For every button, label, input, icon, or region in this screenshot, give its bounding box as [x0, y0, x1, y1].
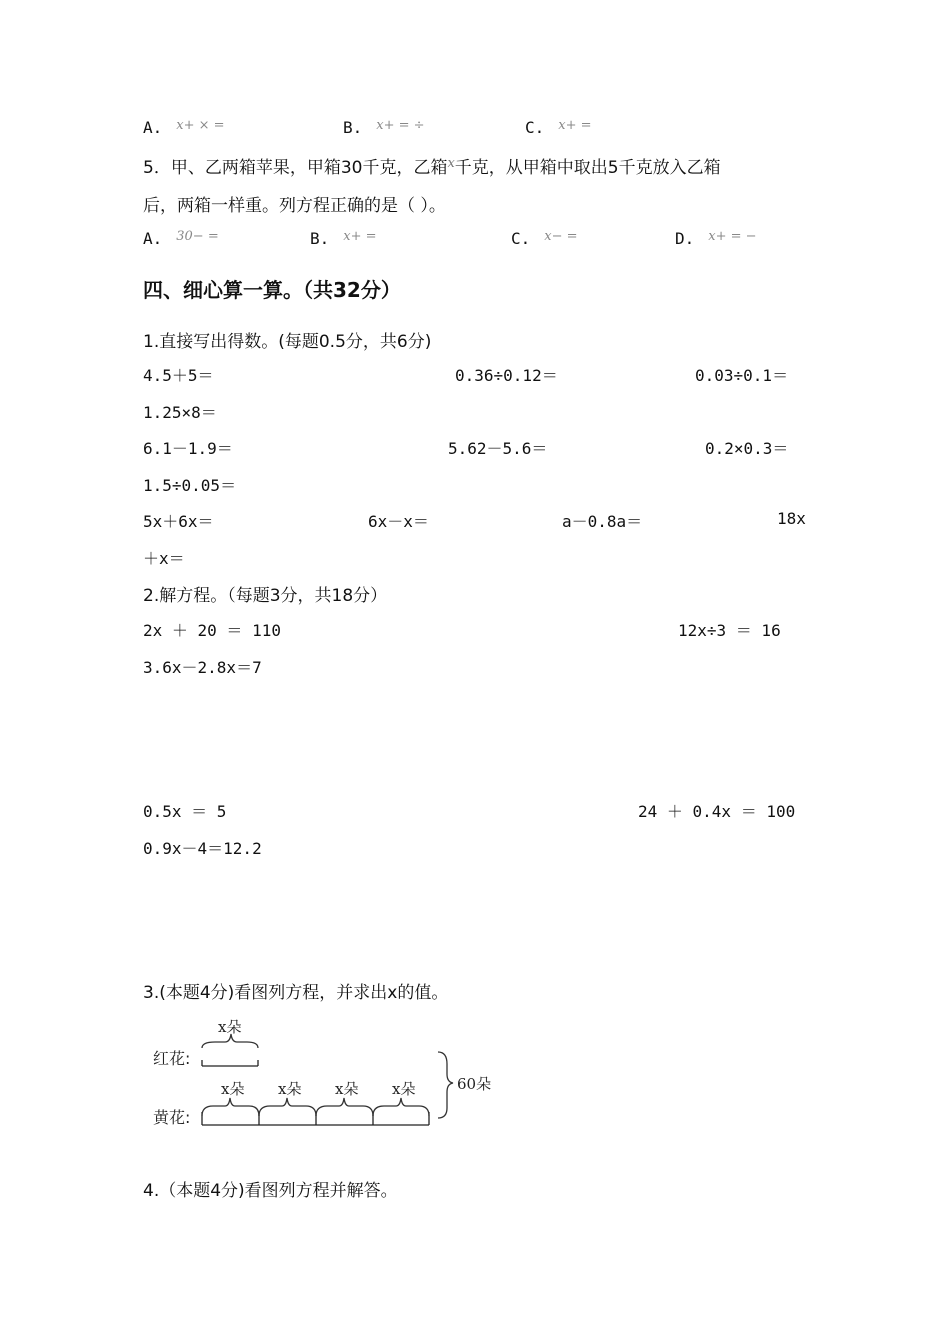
- calc-item: 1.25×8＝: [143, 403, 217, 422]
- option-formula: x+ = ÷: [376, 118, 425, 133]
- calc-item: 0.2×0.3＝: [705, 439, 789, 458]
- red-flower-label: 红花:: [153, 1049, 191, 1068]
- option-formula: x+ =: [558, 118, 592, 133]
- calc-item: 6.1－1.9＝: [143, 439, 233, 458]
- q5-text-part2: 千克，从甲箱中取出5千克放入乙箱: [454, 158, 721, 178]
- flower-diagram: [145, 1012, 505, 1134]
- calc-item: 0.36÷0.12＝: [455, 366, 558, 385]
- calc-item: 5.62－5.6＝: [448, 439, 548, 458]
- option-formula: x− =: [544, 229, 578, 244]
- total-label: 60朵: [457, 1075, 492, 1093]
- option-letter: C.: [511, 229, 531, 248]
- option-letter: C.: [525, 118, 545, 137]
- q4-heading: 4.（本题4分)看图列方程并解答。: [143, 1181, 398, 1201]
- equation: 2x ＋ 20 ＝ 110: [143, 621, 281, 640]
- option-letter: A.: [143, 229, 163, 248]
- yellow-flower-label: 黄花:: [153, 1108, 191, 1127]
- q4-option-b: [343, 118, 425, 138]
- q5-option-d: [675, 229, 757, 249]
- yellow-brace: [259, 1098, 316, 1116]
- q5-option-c: [511, 229, 578, 249]
- equation: 3.6x－2.8x＝7: [143, 658, 262, 677]
- equation: 24 ＋ 0.4x ＝ 100: [638, 802, 796, 821]
- option-letter: B.: [310, 229, 330, 248]
- yellow-unit-label: x朵: [392, 1080, 416, 1098]
- q4-option-a: [143, 118, 225, 138]
- option-formula: 30− =: [176, 229, 219, 244]
- option-letter: D.: [675, 229, 695, 248]
- q1-heading: 1.直接写出得数。(每题0.5分，共6分): [143, 332, 432, 352]
- q2-heading: 2.解方程。（每题3分，共18分）: [143, 586, 388, 606]
- yellow-brace: [373, 1098, 429, 1116]
- q5-option-b: [310, 229, 377, 249]
- option-letter: A.: [143, 118, 163, 137]
- yellow-unit-label: x朵: [335, 1080, 359, 1098]
- red-unit-label: x朵: [218, 1018, 242, 1036]
- calc-item: 1.5÷0.05＝: [143, 476, 237, 495]
- option-letter: B.: [343, 118, 363, 137]
- q5-text-line2: 后，两箱一样重。列方程正确的是（ ）。: [143, 196, 446, 216]
- yellow-brace: [202, 1098, 259, 1116]
- calc-item: ＋x＝: [143, 549, 185, 568]
- q5-option-a: [143, 229, 219, 249]
- q5-variable: x: [447, 156, 455, 171]
- option-formula: x+ × =: [176, 118, 225, 133]
- yellow-brace: [316, 1098, 373, 1116]
- calc-item: 5x＋6x＝: [143, 512, 214, 531]
- option-formula: x+ =: [343, 229, 377, 244]
- q5-text-line1: [143, 153, 721, 178]
- calc-item: a－0.8a＝: [562, 512, 643, 531]
- calc-item: 18x: [777, 509, 806, 528]
- yellow-unit-label: x朵: [278, 1080, 302, 1098]
- equation: 12x÷3 ＝ 16: [678, 621, 781, 640]
- equation: 0.5x ＝ 5: [143, 802, 227, 821]
- yellow-unit-label: x朵: [221, 1080, 245, 1098]
- option-formula: x+ = −: [708, 229, 757, 244]
- calc-item: 4.5＋5＝: [143, 366, 214, 385]
- q3-heading: 3.(本题4分)看图列方程，并求出x的值。: [143, 983, 449, 1003]
- q4-option-c: [525, 118, 592, 138]
- calc-item: 0.03÷0.1＝: [695, 366, 789, 385]
- q5-text-part1: 5．甲、乙两箱苹果，甲箱30千克，乙箱: [143, 158, 448, 178]
- red-brace: [202, 1034, 258, 1048]
- total-brace: [438, 1052, 453, 1118]
- section-title: 四、细心算一算。（共32分）: [143, 278, 401, 302]
- calc-item: 6x－x＝: [368, 512, 429, 531]
- equation: 0.9x－4＝12.2: [143, 839, 262, 858]
